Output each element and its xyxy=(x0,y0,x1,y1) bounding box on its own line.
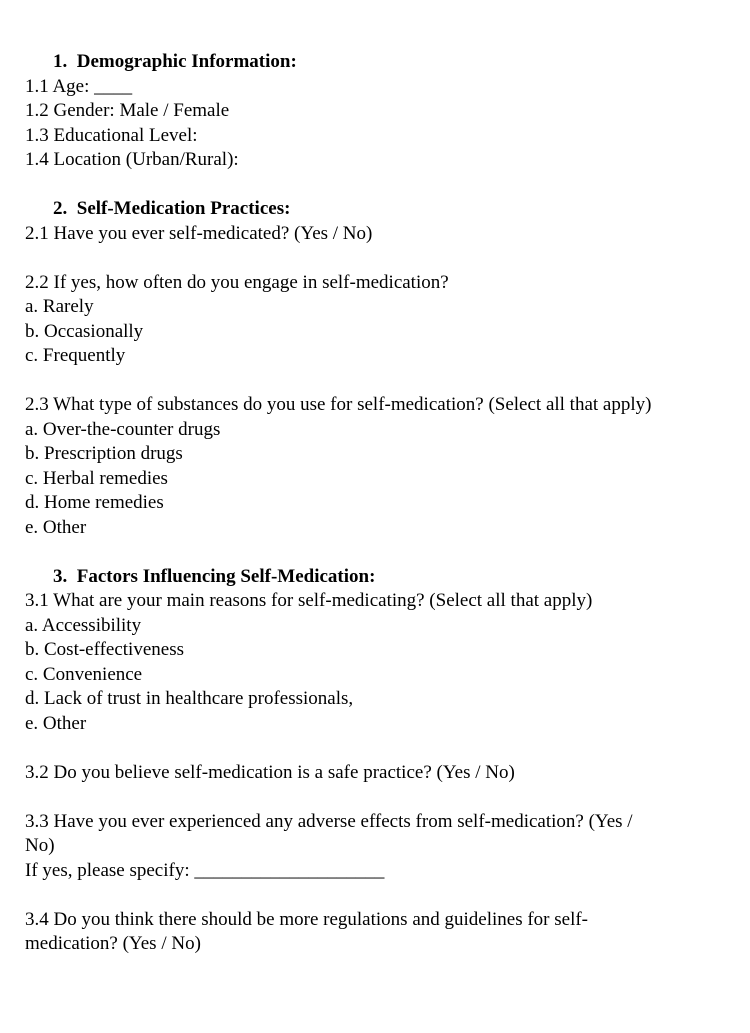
option-3-1-c: c. Convenience xyxy=(25,663,143,685)
section-heading-demographic: 1. Demographic Information: xyxy=(53,51,297,72)
spacer xyxy=(25,173,737,198)
question-3-2: 3.2 Do you believe self-medication is a safe practice? (Yes / No) xyxy=(25,761,515,783)
option-2-2-c: c. Frequently xyxy=(25,345,126,366)
question-gender: 1.2 Gender: Male / Female xyxy=(25,100,230,121)
questionnaire-document xyxy=(25,50,737,957)
spacer xyxy=(25,369,737,394)
question-3-3-specify: If yes, please specify: ____________________ xyxy=(25,859,385,881)
question-3-3-line2: No) xyxy=(25,835,55,856)
question-3-3-line1: 3.3 Have you ever experienced any adverse effects from self-medication? (Yes / xyxy=(25,810,633,832)
option-2-3-e: e. Other xyxy=(25,516,87,538)
question-2-2: 2.2 If yes, how often do you engage in self-medication? xyxy=(25,271,449,293)
section-heading-factors: 3. Factors Influencing Self-Medication: xyxy=(53,565,376,587)
option-3-1-d: d. Lack of trust in healthcare professionals, xyxy=(25,688,354,709)
section-heading-practices: 2. Self-Medication Practices: xyxy=(53,198,291,219)
option-2-2-a: a. Rarely xyxy=(25,296,94,317)
option-2-3-a: a. Over-the-counter drugs xyxy=(25,418,221,440)
question-location: 1.4 Location (Urban/Rural): xyxy=(25,149,239,170)
spacer xyxy=(25,883,737,908)
spacer xyxy=(25,785,737,810)
option-2-3-d: d. Home remedies xyxy=(25,492,164,513)
question-3-1: 3.1 What are your main reasons for self-medicating? (Select all that apply) xyxy=(25,590,593,611)
question-age: 1.1 Age: ____ xyxy=(25,75,133,97)
question-education: 1.3 Educational Level: xyxy=(25,124,198,146)
spacer xyxy=(25,246,737,271)
question-3-4-line2: medication? (Yes / No) xyxy=(25,933,201,954)
option-2-3-c: c. Herbal remedies xyxy=(25,467,168,489)
option-3-1-a: a. Accessibility xyxy=(25,614,142,636)
question-2-1: 2.1 Have you ever self-medicated? (Yes / No) xyxy=(25,222,373,244)
question-2-3: 2.3 What type of substances do you use for self-medication? (Select all that apply) xyxy=(25,394,652,415)
option-3-1-e: e. Other xyxy=(25,712,87,734)
option-2-3-b: b. Prescription drugs xyxy=(25,443,183,464)
option-2-2-b: b. Occasionally xyxy=(25,320,144,342)
spacer xyxy=(25,736,737,761)
question-3-4-line1: 3.4 Do you think there should be more regulations and guidelines for self- xyxy=(25,908,589,930)
spacer xyxy=(25,540,737,565)
option-3-1-b: b. Cost-effectiveness xyxy=(25,639,184,660)
